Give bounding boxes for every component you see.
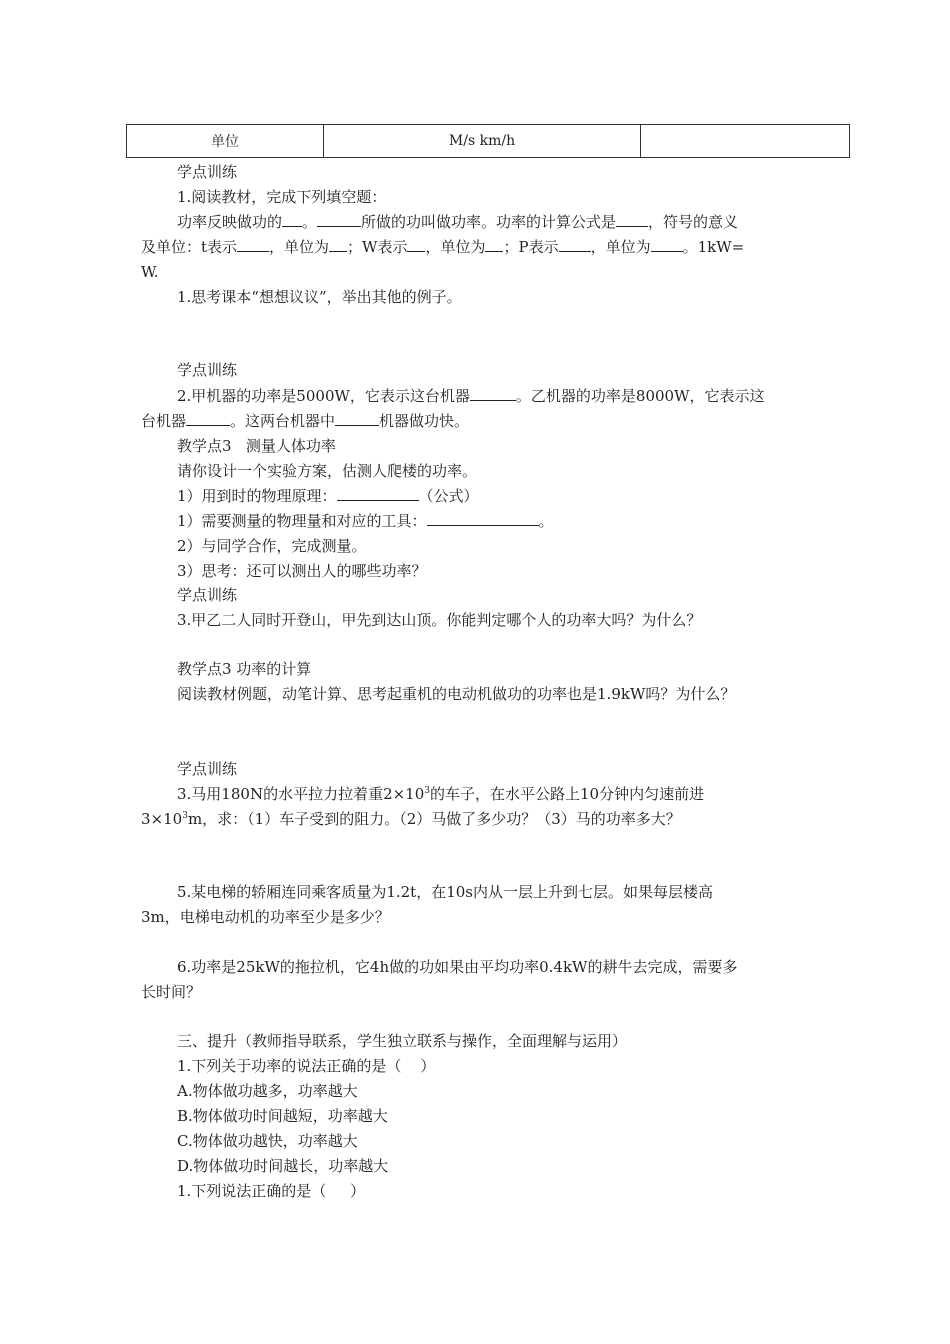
text-segment: 3.马用180N的水平拉力拉着重2×10 — [177, 785, 425, 803]
fill-in-line-2 — [141, 237, 744, 257]
table-row — [127, 125, 850, 158]
text-segment: 。乙机器的功率是8000W，它表示这 — [515, 387, 765, 405]
question-2-line-2 — [141, 411, 469, 431]
answer-blank[interactable] — [559, 237, 591, 252]
answer-blank[interactable] — [317, 212, 361, 227]
text-segment: 。1kW= — [682, 238, 745, 256]
section-heading-power-calculation: 教学点3 功率的计算 — [177, 660, 312, 678]
mc-option-d: D.物体做功时间越长，功率越大 — [177, 1157, 389, 1175]
text-segment: （公式） — [418, 487, 479, 505]
question-6-line-2: 长时间？ — [141, 983, 202, 1001]
text-segment: 1）需要测量的物理量和对应的工具： — [177, 512, 427, 530]
text-segment: 功率反映做功的 — [177, 213, 283, 231]
question-2-line-1 — [177, 386, 765, 406]
answer-blank[interactable] — [427, 511, 539, 526]
mc-question-1: 1.下列关于功率的说法正确的是（ ） — [177, 1057, 436, 1075]
answer-blank[interactable] — [470, 386, 516, 401]
question-5-line-1: 5.某电梯的轿厢连同乘客质量为1.2t，在10s内从一层上升到七层。如果每层楼高 — [177, 883, 713, 901]
text-segment: 2.甲机器的功率是5000W，它表示这台机器 — [177, 387, 470, 405]
section-heading-training: 学点训练 — [177, 586, 238, 604]
experiment-step: 2）与同学合作，完成测量。 — [177, 537, 367, 555]
superscript: 3 — [182, 811, 188, 821]
text-segment: 所做的功叫做功率。功率的计算公式是 — [361, 213, 617, 231]
answer-blank[interactable] — [651, 237, 683, 252]
experiment-step — [177, 511, 554, 531]
superscript: 3 — [424, 786, 431, 796]
table-cell-unit-label: 单位 — [127, 125, 324, 158]
section-heading-training: 学点训练 — [177, 163, 238, 181]
text-segment: ，符号的意义 — [648, 213, 739, 231]
mc-question-2: 1.下列说法正确的是（ ） — [177, 1182, 366, 1200]
text-segment: 。这两台机器中 — [230, 412, 336, 430]
table-cell-empty — [641, 125, 850, 158]
question-think-examples: 1.思考课本“想想议议”，举出其他的例子。 — [177, 288, 462, 306]
text-segment: m，求：（1）车子受到的阻力。（2）马做了多少功？（3）马的功率多大？ — [187, 810, 681, 828]
question-1-prompt: 1.阅读教材，完成下列填空题： — [177, 188, 387, 206]
text-segment: 。 — [302, 213, 318, 231]
fill-in-line-3: W. — [141, 263, 159, 281]
answer-blank[interactable] — [237, 237, 269, 252]
experiment-prompt: 请你设计一个实验方案，估测人爬楼的功率。 — [177, 462, 478, 480]
text-segment: 。 — [538, 512, 554, 530]
unit-table — [126, 124, 850, 158]
answer-blank[interactable] — [616, 212, 648, 227]
answer-blank[interactable] — [337, 486, 419, 501]
mc-option-c: C.物体做功越快，功率越大 — [177, 1132, 358, 1150]
text-segment: 的车子，在水平公路上10分钟内匀速前进 — [430, 785, 705, 803]
answer-blank[interactable] — [407, 237, 425, 252]
section-heading-measure-power: 教学点3 测量人体功率 — [177, 437, 336, 455]
experiment-step — [177, 486, 479, 506]
answer-blank[interactable] — [335, 411, 379, 426]
fill-in-line-1 — [177, 212, 738, 232]
text-segment: 机器做功快。 — [379, 412, 470, 430]
question-3-climbing: 3.甲乙二人同时开登山，甲先到达山顶。你能判定哪个人的功率大吗？为什么？ — [177, 611, 702, 629]
text-segment: ；W表示 — [347, 238, 408, 256]
question-3-horse-line-1 — [177, 784, 704, 804]
question-3-horse-line-2 — [141, 809, 681, 829]
answer-blank[interactable] — [282, 212, 302, 227]
mc-option-b: B.物体做功时间越短，功率越大 — [177, 1107, 388, 1125]
experiment-step: 3）思考：还可以测出人的哪些功率？ — [177, 562, 427, 580]
section-heading-improvement: 三、提升（教师指导联系，学生独立联系与操作，全面理解与运用） — [177, 1032, 628, 1050]
table-cell-units: M/s km/h — [324, 125, 641, 158]
mc-option-a: A.物体做功越多，功率越大 — [177, 1082, 358, 1100]
text-segment: 及单位：t表示 — [141, 238, 238, 256]
text-segment: 台机器 — [141, 412, 187, 430]
section-heading-training: 学点训练 — [177, 361, 238, 379]
answer-blank[interactable] — [329, 237, 347, 252]
reading-prompt: 阅读教材例题，动笔计算、思考起重机的电动机做功的功率也是1.9kW吗？为什么？ — [177, 685, 736, 703]
question-5-line-2: 3m，电梯电动机的功率至少是多少？ — [141, 908, 390, 926]
text-segment: ，单位为 — [425, 238, 486, 256]
section-heading-training: 学点训练 — [177, 760, 238, 778]
text-segment: ；P表示 — [503, 238, 559, 256]
text-segment: 3×10 — [141, 810, 183, 828]
answer-blank[interactable] — [186, 411, 230, 426]
text-segment: 1）用到时的物理原理： — [177, 487, 337, 505]
text-segment: ，单位为 — [269, 238, 330, 256]
answer-blank[interactable] — [485, 237, 503, 252]
question-6-line-1: 6.功率是25kW的拖拉机，它4h做的功如果由平均功率0.4kW的耕牛去完成，需要多 — [177, 958, 738, 976]
text-segment: ，单位为 — [590, 238, 651, 256]
